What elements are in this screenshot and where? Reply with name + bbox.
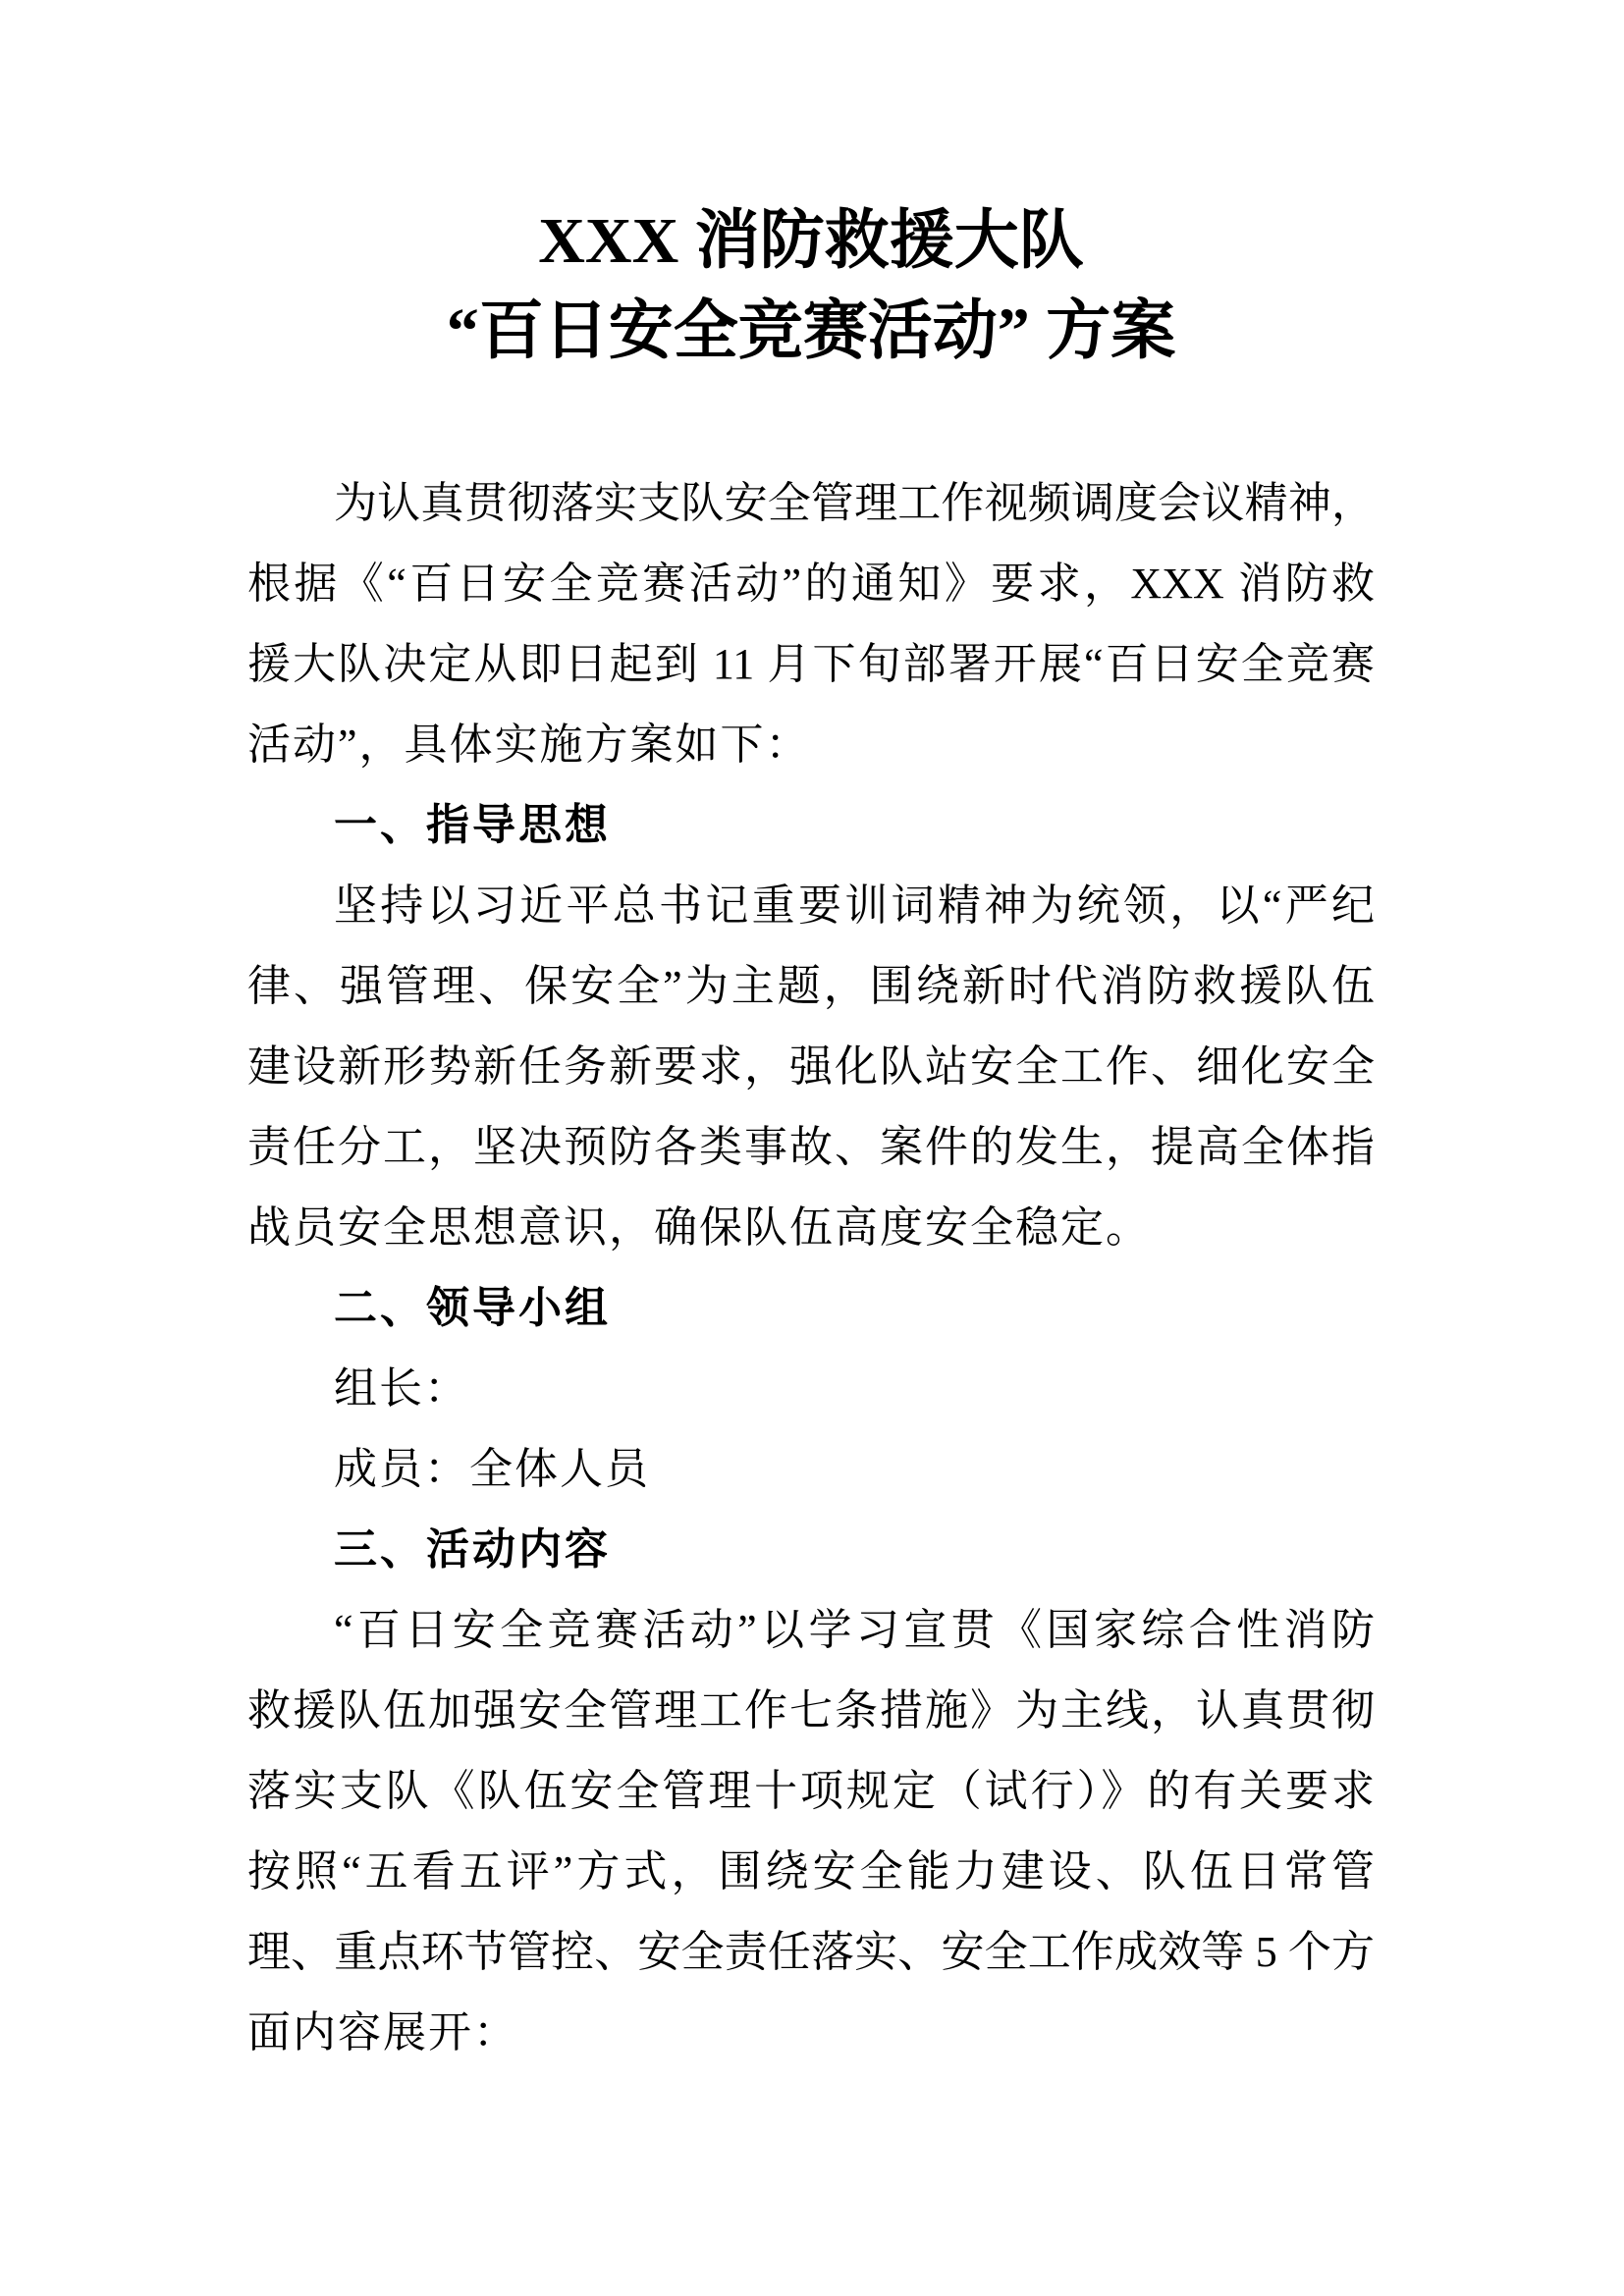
body-line: 援大队决定从即日起到 11 月下旬部署开展“百日安全竞赛 xyxy=(247,640,1375,688)
document-title-line-2: “百日安全竞赛活动” 方案 xyxy=(446,295,1176,367)
document-title-line-1: XXX 消防救援大队 xyxy=(538,205,1084,277)
section-heading: 二、领导小组 xyxy=(334,1284,611,1332)
body-line: 成员：全体人员 xyxy=(334,1445,650,1493)
document-body xyxy=(247,463,1375,2073)
body-line: 建设新形势新任务新要求，强化队站安全工作、细化安全 xyxy=(247,1042,1375,1091)
section-heading: 三、活动内容 xyxy=(334,1525,611,1574)
body-line: 责任分工，坚决预防各类事故、案件的发生，提高全体指 xyxy=(247,1123,1375,1171)
body-line: 律、强管理、保安全”为主题，围绕新时代消防救援队伍 xyxy=(247,962,1375,1010)
body-line: 坚持以习近平总书记重要训词精神为统领，以“严纪 xyxy=(334,881,1375,930)
body-line: 根据《“百日安全竞赛活动”的通知》要求，XXX 消防救 xyxy=(247,560,1375,608)
document-content xyxy=(247,196,1375,2073)
body-line: 活动”，具体实施方案如下： xyxy=(247,721,811,769)
section-heading: 一、指导思想 xyxy=(334,801,611,849)
body-line: 按照“五看五评”方式，围绕安全能力建设、队伍日常管 xyxy=(247,1847,1375,1896)
body-line: 战员安全思想意识，确保队伍高度安全稳定。 xyxy=(247,1203,1151,1252)
title-body-gap xyxy=(247,377,1375,463)
body-line: 组长： xyxy=(334,1364,469,1413)
body-line: 救援队伍加强安全管理工作七条措施》为主线，认真贯彻 xyxy=(247,1686,1375,1735)
body-line: “百日安全竞赛活动”以学习宣贯《国家综合性消防 xyxy=(334,1606,1375,1654)
body-line: 面内容展开： xyxy=(247,2008,518,2056)
body-line: 理、重点环节管控、安全责任落实、安全工作成效等 5 个方 xyxy=(247,1928,1375,1976)
body-line: 为认真贯彻落实支队安全管理工作视频调度会议精神， xyxy=(334,479,1375,527)
body-line: 落实支队《队伍安全管理十项规定（试行）》的有关要求 xyxy=(247,1767,1375,1815)
